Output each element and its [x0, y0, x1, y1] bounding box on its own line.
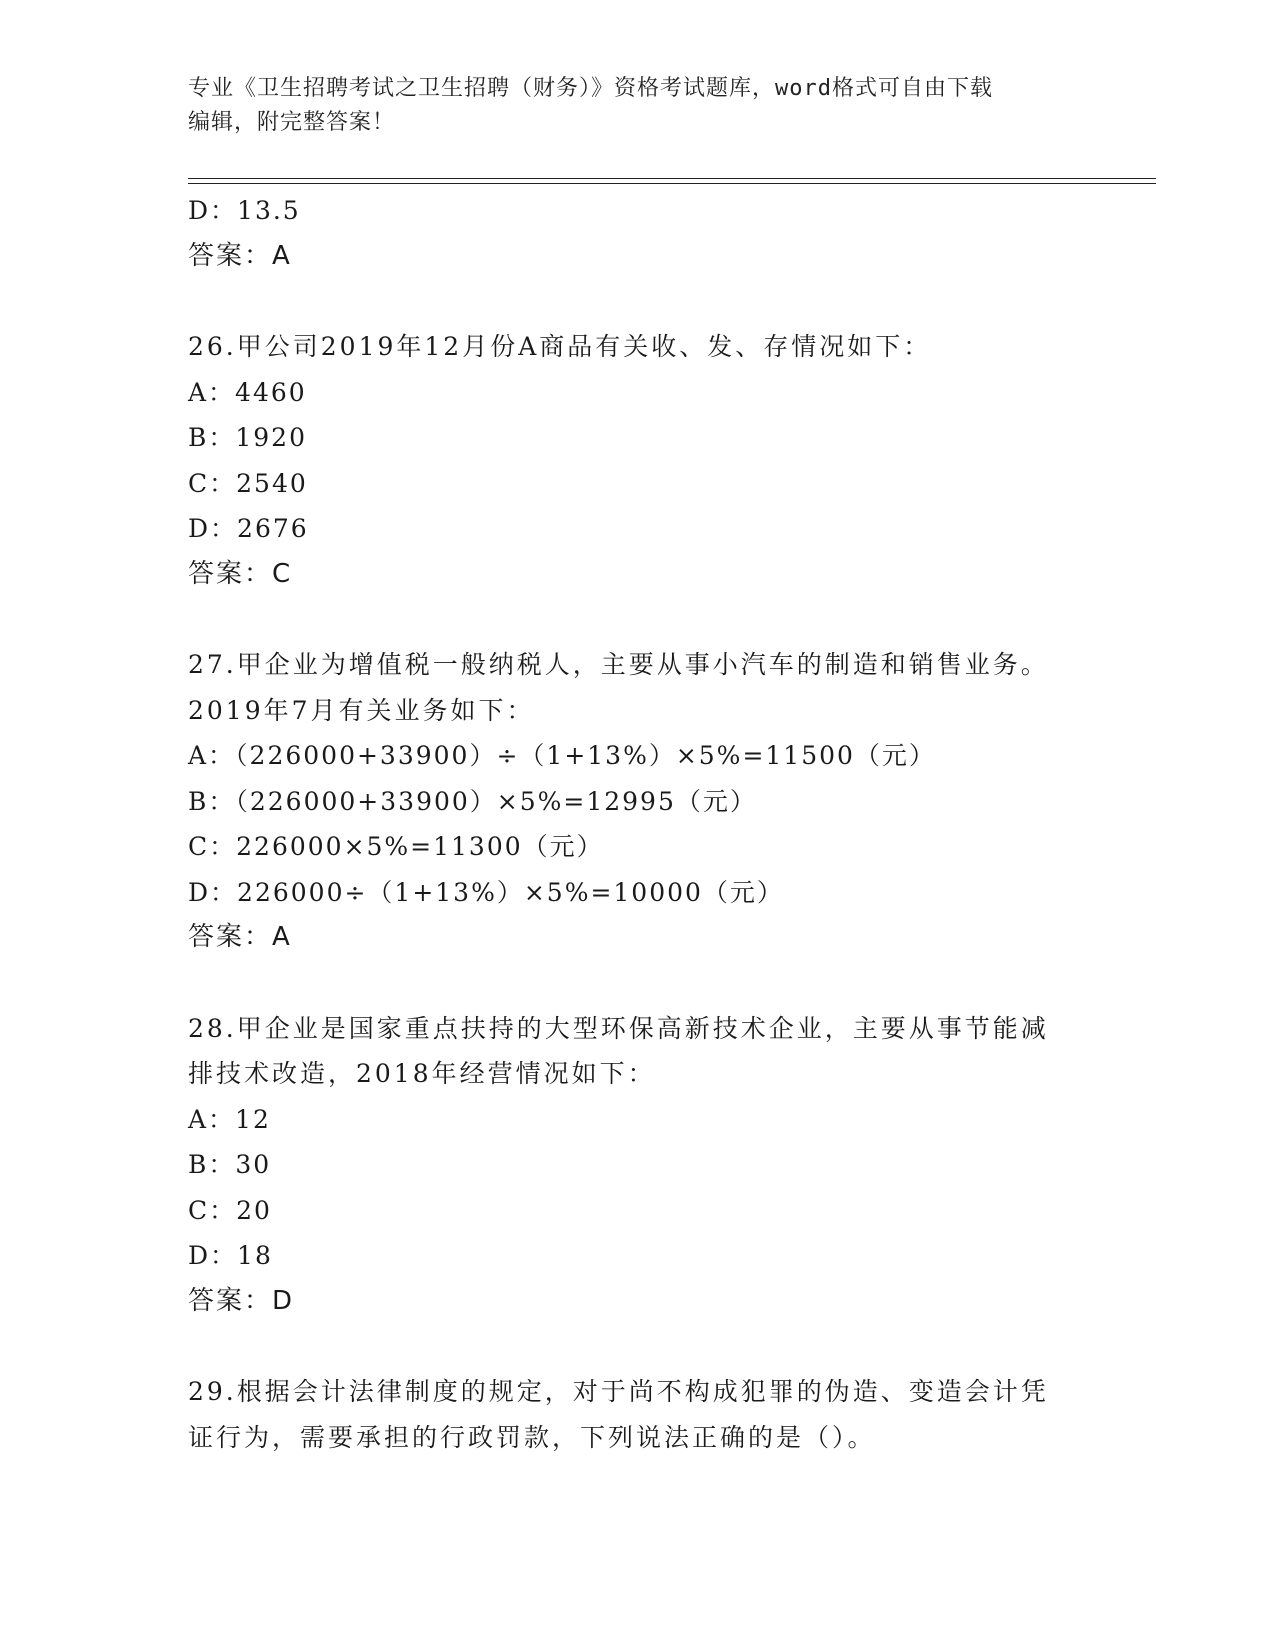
q27-answer: 答案：A: [188, 922, 292, 952]
q26-option-a: A：4460: [188, 377, 307, 407]
q28-option-c: C：20: [188, 1195, 272, 1225]
q25-answer: 答案：A: [188, 240, 292, 271]
q28-stem-line-2: 排技术改造，2018年经营情况如下：: [188, 1059, 656, 1088]
header-text-line-2: 编辑，附完整答案！: [188, 110, 396, 135]
q29-stem-line-2: 证行为，需要承担的行政罚款，下列说法正确的是（）。: [188, 1422, 876, 1452]
q27-stem-line-1: 27.甲企业为增值税一般纳税人，主要从事小汽车的制造和销售业务。: [188, 650, 1049, 679]
q26-answer: 答案：C: [188, 558, 293, 589]
q28-stem-line-1: 28.甲企业是国家重点扶持的大型环保高新技术企业，主要从事节能减: [188, 1013, 1049, 1043]
q27-option-a: A：（226000+33900）÷（1+13%）×5%=11500（元）: [188, 741, 936, 770]
q28-option-a: A：12: [188, 1104, 271, 1134]
q26-stem: 26.甲公司2019年12月份A商品有关收、发、存情况如下：: [188, 332, 932, 361]
header-text-line-1: 专业《卫生招聘考试之卫生招聘（财务）》资格考试题库，word格式可自由下载: [188, 76, 993, 101]
q25-option-d: D：13.5: [188, 196, 301, 225]
spacer: [188, 961, 1088, 1006]
q28-option-b: B：30: [188, 1150, 272, 1179]
spacer: [188, 1324, 1088, 1369]
q27-option-b: B：（226000+33900）×5%=12995（元）: [188, 786, 757, 816]
q28-answer: 答案：D: [188, 1285, 295, 1316]
q27-stem-line-2: 2019年7月有关业务如下：: [188, 695, 535, 725]
q27-option-d: D：226000÷（1+13%）×5%=10000（元）: [188, 877, 784, 907]
page-header: [188, 72, 1068, 140]
header-divider-top: [188, 178, 1156, 179]
question-list: [188, 188, 1088, 1460]
q29-stem-line-1: 29.根据会计法律制度的规定，对于尚不构成犯罪的伪造、变造会计凭: [188, 1377, 1049, 1406]
q28-option-d: D：18: [188, 1241, 273, 1270]
header-divider-bottom: [188, 183, 1156, 184]
q26-option-b: B：1920: [188, 423, 307, 452]
q27-option-c: C：226000×5%=11300（元）: [188, 832, 604, 861]
spacer: [188, 279, 1088, 324]
spacer: [188, 597, 1088, 642]
q26-option-c: C：2540: [188, 468, 308, 498]
q26-option-d: D：2676: [188, 514, 309, 543]
